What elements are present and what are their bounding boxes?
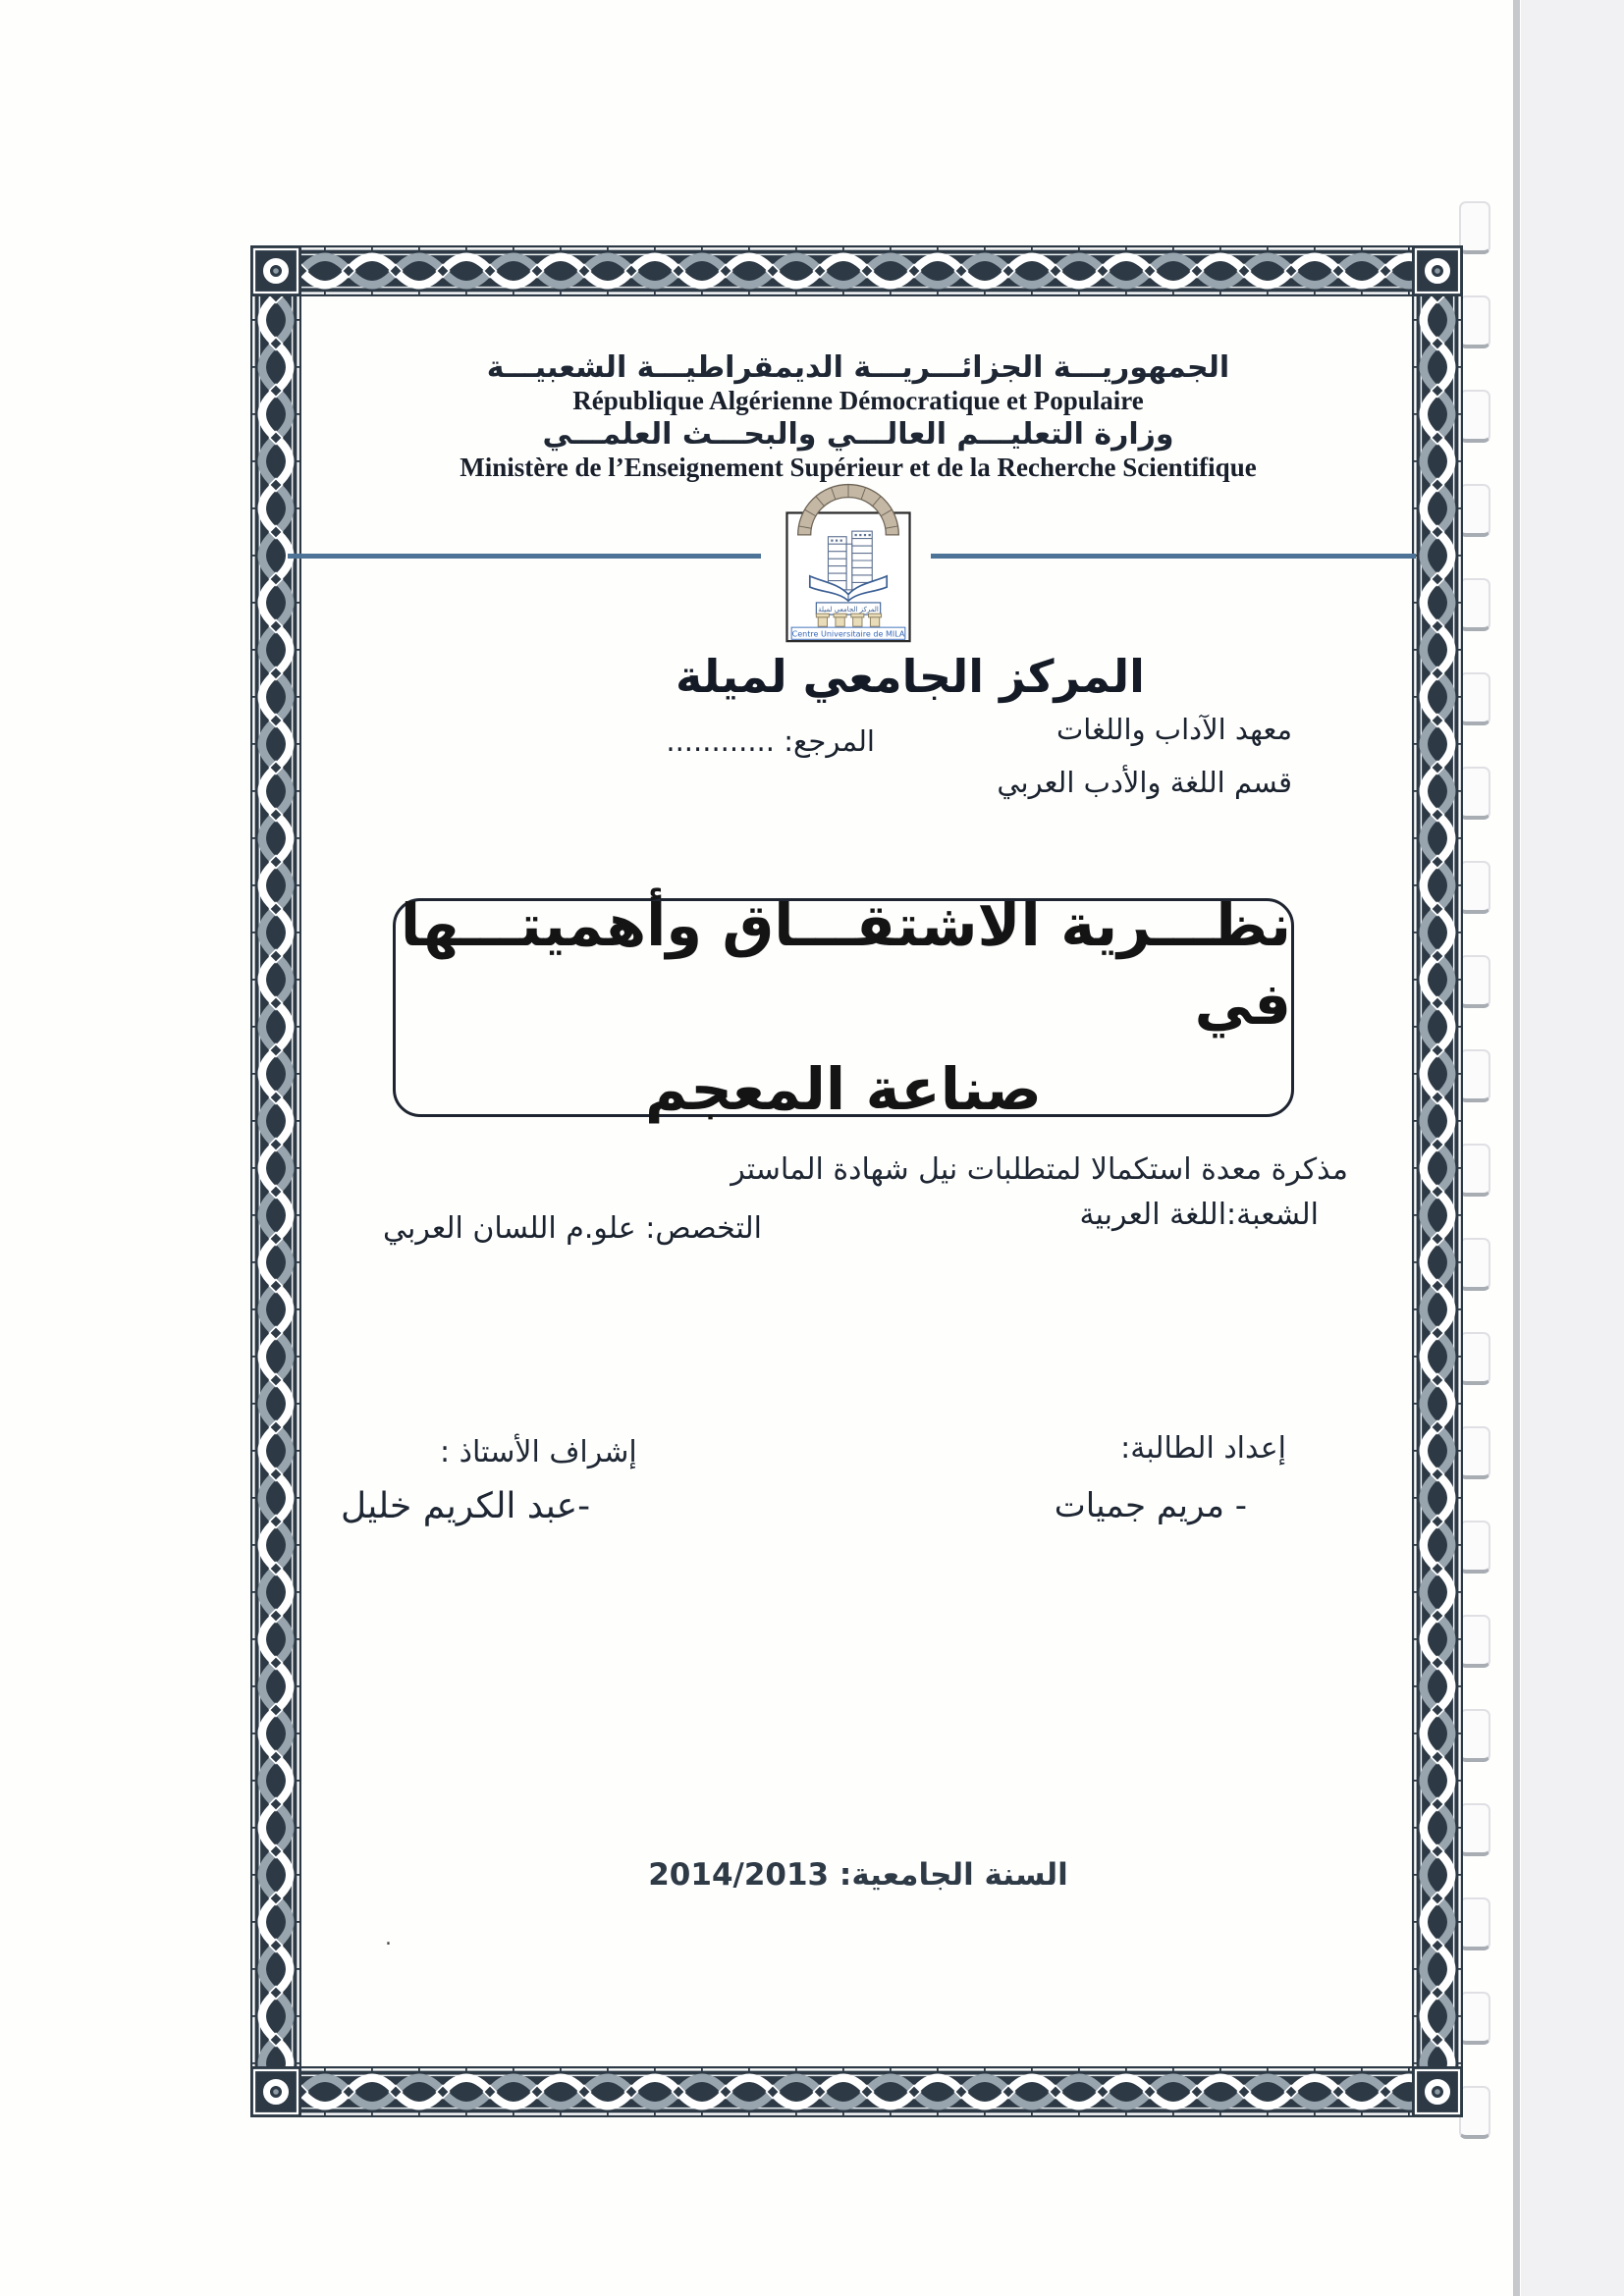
logo-caption: Centre Universitaire de MILA (791, 629, 905, 639)
frame-band-top (301, 245, 1412, 296)
binding-hole (1459, 767, 1490, 820)
thesis-title-box (393, 891, 1294, 1124)
specialty-field: التخصص: علو.م اللسان العربي (383, 1211, 763, 1246)
ministry-title-french: Ministère de l’Enseignement Supérieur et de la Recherche Scientifique (460, 453, 1257, 482)
scan-artifact-dot: . (385, 1926, 392, 1950)
prepared-by-label: إعداد الطالبة: (1120, 1431, 1286, 1466)
header-divider-right (931, 554, 1416, 559)
republic-title-french: République Algérienne Démocratique et Populaire (572, 386, 1144, 415)
binding-hole (1459, 484, 1490, 537)
binding-hole (1459, 578, 1490, 631)
scan-background-strip (1521, 0, 1624, 2296)
frame-corner-ring-icon (250, 2066, 301, 2117)
scan-page-edge-line (1513, 0, 1520, 2296)
frame-corner-ring-icon (1412, 245, 1463, 296)
institute-name: معهد الآداب واللغات (1056, 713, 1292, 746)
binding-hole (1459, 1803, 1490, 1856)
binding-hole (1459, 1426, 1490, 1479)
binding-hole (1459, 1897, 1490, 1950)
supervisor-label: إشراف الأستاذ : (440, 1435, 637, 1469)
binding-hole (1459, 672, 1490, 725)
binding-hole (1459, 1521, 1490, 1574)
binding-hole (1459, 1238, 1490, 1291)
university-logo (780, 478, 917, 647)
binding-hole (1459, 2086, 1490, 2139)
academic-year: السنة الجامعية: 2014/2013 (648, 1857, 1068, 1893)
binding-hole (1459, 201, 1490, 254)
binding-hole (1459, 1144, 1490, 1197)
logo-banner-arabic: المركز الجامعي لميلة (818, 605, 879, 614)
binding-hole (1459, 1049, 1490, 1102)
memo-note: مذكرة معدة استكمالا لمتطلبات نيل شهادة الماستر (731, 1152, 1348, 1187)
ministry-title-arabic: وزارة التعليـــم العالـــي والبحـــث العلمـــي (542, 417, 1174, 452)
binding-hole (1459, 390, 1490, 443)
reference-field: المرجع: ............ (666, 724, 875, 758)
frame-band-left (250, 296, 301, 2066)
thesis-title-line2: صناعة المعجم (645, 1055, 1042, 1124)
branch-field: الشعبة:اللغة العربية (1079, 1198, 1319, 1232)
frame-band-bottom (301, 2066, 1412, 2117)
frame-corner-ring-icon (250, 245, 301, 296)
binding-hole (1459, 1709, 1490, 1762)
frame-corner-ring-icon (1412, 2066, 1463, 2117)
republic-title-arabic: الجمهوريـــة الجزائـــريـــة الديمقراطيـــة الشعبيـــة (486, 350, 1230, 385)
frame-band-right (1412, 296, 1463, 2066)
binding-hole (1459, 1615, 1490, 1668)
supervisor-name: -عبد الكريم خليل (341, 1486, 591, 1526)
header-divider-left (288, 554, 761, 559)
thesis-title-line1: نظـــرية الاشتقـــاق وأهميتـــها في (400, 891, 1291, 1038)
university-name: المركز الجامعي لميلة (676, 650, 1145, 703)
binding-hole (1459, 1992, 1490, 2045)
department-name: قسم اللغة والأدب العربي (997, 766, 1292, 799)
binding-hole (1459, 861, 1490, 914)
binding-hole (1459, 955, 1490, 1008)
binding-hole (1459, 295, 1490, 348)
binding-hole (1459, 1332, 1490, 1385)
student-name: - مريم جميات (1054, 1486, 1247, 1525)
official-header (304, 349, 1412, 483)
